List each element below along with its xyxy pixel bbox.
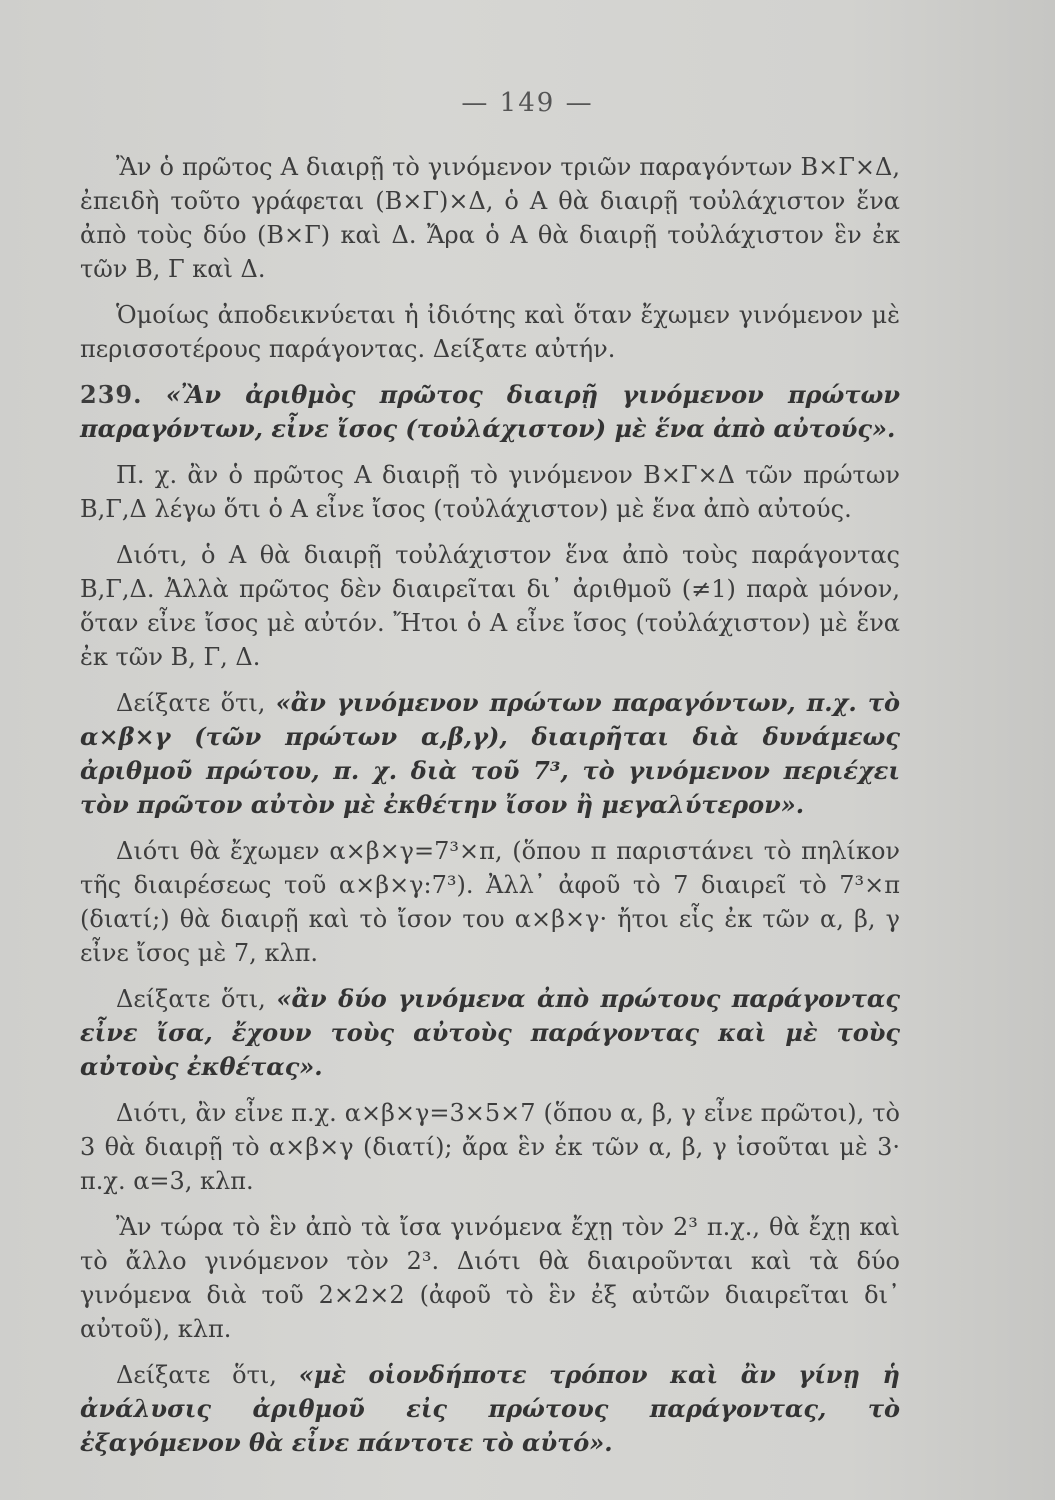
paragraph-7-statement: «ἂν δύο γινόμενα ἀπὸ πρώτους παράγοντας εἶνε ἴσα, ἔχουν τοὺς αὐτοὺς παράγοντας καὶ μὲ τοὺς αὐτοὺς ἐκθέτας».: [80, 984, 900, 1081]
paragraph-2: Ὁμοίως ἀποδεικνύεται ἡ ἰδιότης καὶ ὅταν ἔχωμεν γινόμενον μὲ περισσοτέρους παράγοντας. Δείξατε αὐτήν.: [80, 301, 900, 363]
paragraph-1: Ἂν ὁ πρῶτος Α διαιρῇ τὸ γινόμενον τριῶν παραγόντων Β×Γ×Δ, ἐπειδὴ τοῦτο γράφεται (Β×Γ)×Δ, ὁ Α θὰ διαιρῇ τοὐλάχιστον ἕνα ἀπὸ τοὺς δύο (Β×Γ) καὶ Δ. Ἄρα ὁ Α θὰ διαιρῇ τοὐλάχιστον ἓν ἐκ τῶν Β, Γ καὶ Δ.: [80, 153, 900, 283]
paragraph-10-statement: «μὲ οἱονδήποτε τρόπον καὶ ἂν γίνῃ ἡ ἀνάλυσις ἀριθμοῦ εἰς πρώτους παράγοντας, τὸ ἐξαγόμενον θὰ εἶνε πάντοτε τὸ αὐτό».: [80, 1360, 900, 1457]
paragraph-6: Διότι θὰ ἔχωμεν α×β×γ=7³×π, (ὅπου π παριστάνει τὸ πηλίκον τῆς διαιρέσεως τοῦ α×β×γ:7³). Ἀλλ᾿ ἀφοῦ τὸ 7 διαιρεῖ τὸ 7³×π (διατί;) θὰ διαιρῇ καὶ τὸ ἴσον του α×β×γ· ἤτοι εἷς ἐκ τῶν α, β, γ εἶνε ἴσος μὲ 7, κλπ.: [80, 837, 900, 967]
paragraph-3: Π. χ. ἂν ὁ πρῶτος Α διαιρῇ τὸ γινόμενον Β×Γ×Δ τῶν πρώτων Β,Γ,Δ λέγω ὅτι ὁ Α εἶνε ἴσος (τοὐλάχιστον) μὲ ἕνα ἀπὸ αὐτούς.: [80, 461, 900, 523]
paragraph-10: [80, 1358, 900, 1460]
paragraph-4: Διότι, ὁ Α θὰ διαιρῇ τοὐλάχιστον ἕνα ἀπὸ τοὺς παράγοντας Β,Γ,Δ. Ἀλλὰ πρῶτος δὲν διαιρεῖται δι᾿ ἀριθμοῦ (≠1) παρὰ μόνον, ὅταν εἶνε ἴσος μὲ αὐτόν. Ἤτοι ὁ Α εἶνε ἴσος (τοὐλάχιστον) μὲ ἕνα ἐκ τῶν Β, Γ, Δ.: [80, 541, 900, 671]
paragraph-7: [80, 982, 900, 1084]
paragraph-7-lead: Δείξατε ὅτι,: [116, 985, 266, 1013]
theorem-number: 239.: [80, 380, 143, 409]
paragraph-8: Διότι, ἂν εἶνε π.χ. α×β×γ=3×5×7 (ὅπου α, β, γ εἶνε πρῶτοι), τὸ 3 θὰ διαιρῇ τὸ α×β×γ (διατί); ἄρα ἓν ἐκ τῶν α, β, γ ἰσοῦται μὲ 3· π.χ. α=3, κλπ.: [80, 1099, 900, 1195]
paragraph-10-lead: Δείξατε ὅτι,: [116, 1361, 277, 1389]
theorem-text: «Ἂν ἀριθμὸς πρῶτος διαιρῇ γινόμενον πρώτων παραγόντων, εἶνε ἴσος (τοὐλάχιστον) μὲ ἕνα ἀπὸ αὐτούς».: [80, 380, 900, 443]
paragraph-9: Ἂν τώρα τὸ ἓν ἀπὸ τὰ ἴσα γινόμενα ἔχῃ τὸν 2³ π.χ., θὰ ἔχῃ καὶ τὸ ἄλλο γινόμενον τὸν 2³. Διότι θὰ διαιροῦνται καὶ τὰ δύο γινόμενα διὰ τοῦ 2×2×2 (ἀφοῦ τὸ ἓν ἐξ αὐτῶν διαιρεῖται δι᾿ αὐτοῦ), κλπ.: [80, 1213, 900, 1343]
theorem-239: [80, 378, 900, 446]
page-number: — 149 —: [461, 88, 594, 118]
paragraph-5-lead: Δείξατε ὅτι,: [116, 689, 266, 717]
page-content: [80, 150, 900, 1472]
paragraph-5: [80, 686, 900, 822]
paragraph-5-statement: «ἂν γινόμενον πρώτων παραγόντων, π.χ. τὸ α×β×γ (τῶν πρώτων α,β,γ), διαιρῆται διὰ δυνάμεως ἀριθμοῦ πρώτου, π. χ. διὰ τοῦ 7³, τὸ γινόμενον περιέχει τὸν πρῶτον αὐτὸν μὲ ἐκθέτην ἴσον ἢ μεγαλύτερον».: [80, 688, 900, 819]
